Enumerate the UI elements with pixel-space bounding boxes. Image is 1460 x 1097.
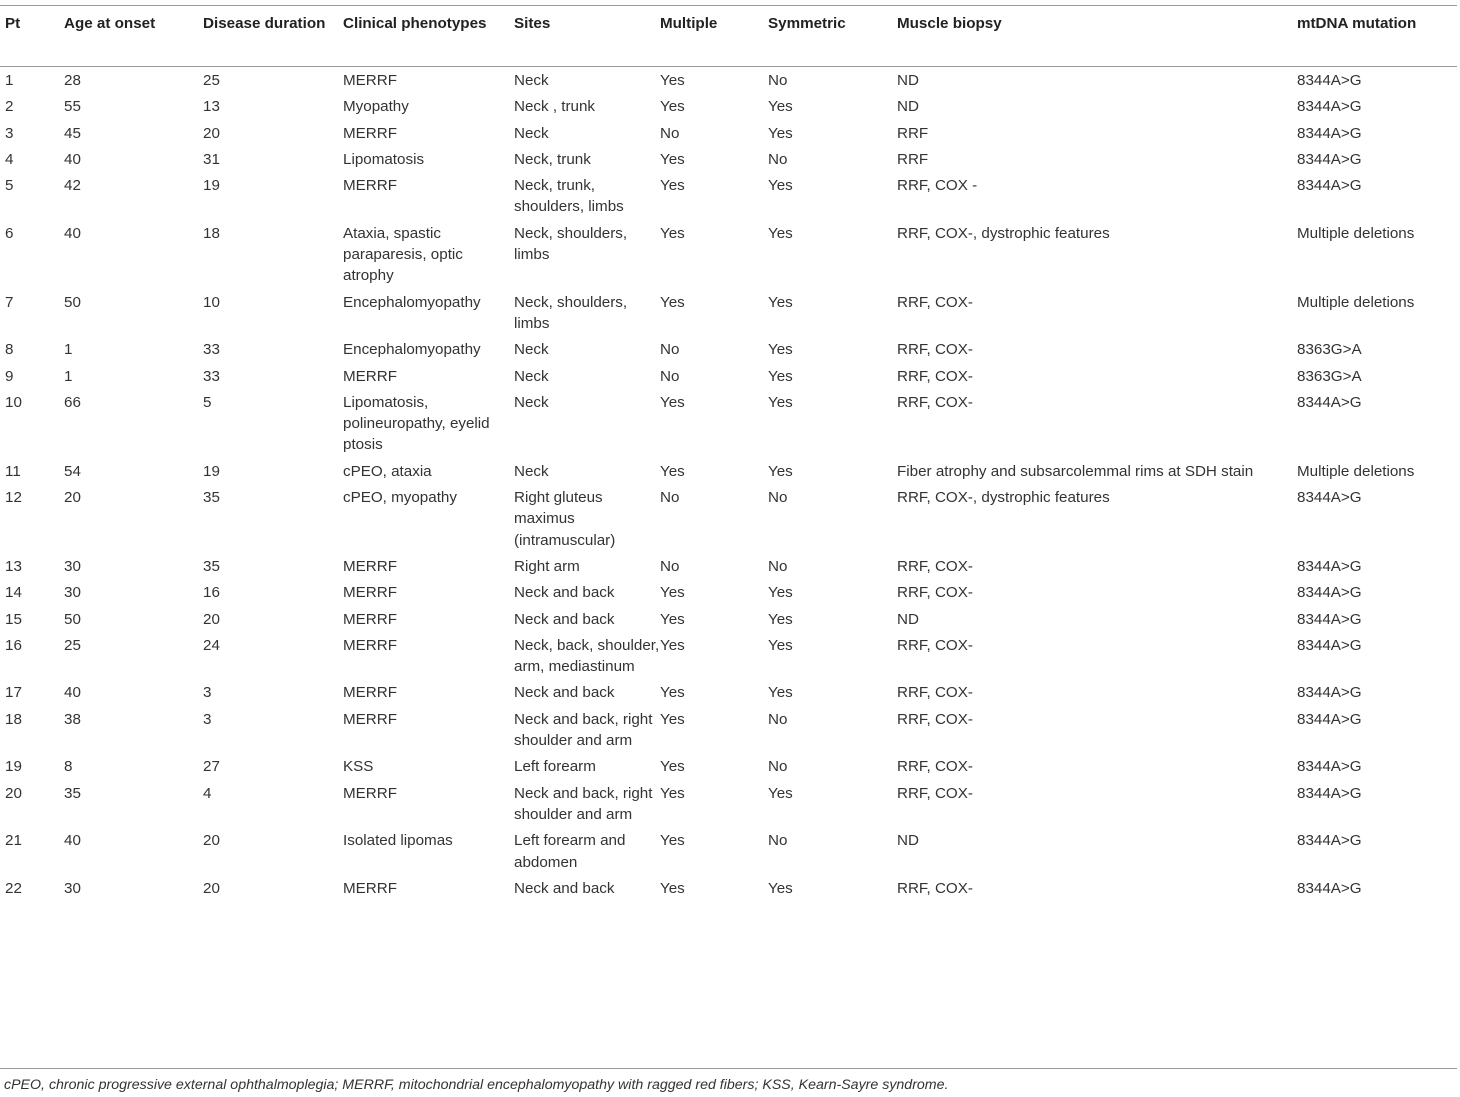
cell-mtdna-mutation: 8344A>G — [1297, 758, 1362, 776]
cell-symmetric: Yes — [768, 879, 793, 897]
cell-symmetric: Yes — [768, 610, 793, 628]
cell-disease-duration: 35 — [203, 489, 220, 507]
cell-age-at-onset: 28 — [64, 72, 81, 89]
table-row — [0, 223, 1457, 292]
patient-table — [0, 6, 1457, 904]
cell-multiple: Yes — [660, 610, 685, 628]
table-row — [0, 556, 1457, 582]
cell-age-at-onset: 1 — [64, 367, 73, 385]
cell-pt: 5 — [5, 177, 14, 195]
cell-sites: Neck, shoulders, limbs — [514, 293, 628, 332]
cell-clinical-phenotypes: Myopathy — [343, 98, 409, 116]
cell-sites: Neck, trunk — [514, 150, 591, 168]
cell-symmetric: Yes — [768, 224, 793, 242]
cell-multiple: Yes — [660, 462, 685, 480]
header-row — [0, 6, 1457, 59]
table-row — [0, 123, 1457, 149]
cell-age-at-onset: 66 — [64, 393, 81, 411]
cell-pt: 17 — [5, 684, 22, 702]
cell-age-at-onset: 25 — [64, 636, 81, 654]
cell-mtdna-mutation: 8344A>G — [1297, 879, 1362, 897]
cell-sites: Neck — [514, 72, 549, 89]
cell-disease-duration: 20 — [203, 879, 220, 897]
cell-symmetric: Yes — [768, 177, 793, 195]
table-header — [0, 6, 1457, 59]
cell-muscle-biopsy: RRF, COX- — [897, 758, 973, 776]
cell-clinical-phenotypes: MERRF — [343, 684, 397, 702]
cell-symmetric: Yes — [768, 684, 793, 702]
cell-disease-duration: 20 — [203, 832, 220, 850]
table-row — [0, 59, 1457, 96]
table-row — [0, 682, 1457, 708]
cell-clinical-phenotypes: KSS — [343, 758, 374, 776]
cell-sites: Neck , trunk — [514, 98, 596, 116]
header-symmetric: Symmetric — [768, 15, 846, 32]
cell-age-at-onset: 54 — [64, 462, 81, 480]
cell-mtdna-mutation: 8344A>G — [1297, 98, 1362, 116]
cell-mtdna-mutation: 8344A>G — [1297, 557, 1362, 575]
table-row — [0, 461, 1457, 487]
cell-disease-duration: 33 — [203, 367, 220, 385]
cell-symmetric: No — [768, 72, 788, 89]
cell-multiple: Yes — [660, 636, 685, 654]
cell-mtdna-mutation: Multiple deletions — [1297, 462, 1415, 480]
cell-age-at-onset: 35 — [64, 784, 81, 802]
cell-disease-duration: 4 — [203, 784, 212, 802]
cell-multiple: Yes — [660, 224, 685, 242]
cell-symmetric: No — [768, 758, 788, 776]
cell-muscle-biopsy: RRF, COX- — [897, 710, 973, 728]
cell-multiple: Yes — [660, 758, 685, 776]
header-age-at-onset: Age at onset — [64, 15, 156, 32]
cell-clinical-phenotypes: cPEO, ataxia — [343, 462, 432, 480]
cell-sites: Neck and back — [514, 684, 615, 702]
cell-sites: Left forearm — [514, 758, 596, 776]
cell-mtdna-mutation: 8344A>G — [1297, 684, 1362, 702]
cell-pt: 6 — [5, 224, 14, 242]
cell-muscle-biopsy: RRF — [897, 150, 929, 168]
cell-mtdna-mutation: 8344A>G — [1297, 784, 1362, 802]
cell-mtdna-mutation: 8344A>G — [1297, 832, 1362, 850]
cell-symmetric: Yes — [768, 367, 793, 385]
cell-multiple: No — [660, 489, 680, 507]
cell-muscle-biopsy: RRF, COX- — [897, 341, 973, 359]
table-row — [0, 709, 1457, 757]
cell-symmetric: No — [768, 557, 788, 575]
cell-clinical-phenotypes: cPEO, myopathy — [343, 489, 457, 507]
cell-symmetric: Yes — [768, 293, 793, 311]
cell-muscle-biopsy: RRF, COX- — [897, 367, 973, 385]
header-muscle-biopsy: Muscle biopsy — [897, 15, 1002, 32]
cell-sites: Neck and back, right shoulder and arm — [514, 710, 653, 750]
cell-clinical-phenotypes: MERRF — [343, 72, 397, 89]
cell-pt: 20 — [5, 784, 22, 802]
cell-sites: Neck — [514, 124, 549, 142]
cell-multiple: Yes — [660, 832, 685, 850]
cell-clinical-phenotypes: MERRF — [343, 124, 397, 142]
table-row — [0, 96, 1457, 122]
cell-multiple: Yes — [660, 584, 685, 602]
cell-sites: Neck and back, right shoulder and arm — [514, 784, 653, 823]
cell-muscle-biopsy: RRF, COX- — [897, 584, 973, 602]
cell-pt: 9 — [5, 367, 14, 385]
table-row — [0, 292, 1457, 340]
cell-multiple: Yes — [660, 150, 685, 168]
header-multiple: Multiple — [660, 15, 718, 32]
cell-age-at-onset: 50 — [64, 610, 81, 628]
cell-multiple: Yes — [660, 293, 685, 311]
table-row — [0, 783, 1457, 831]
cell-multiple: No — [660, 124, 680, 142]
cell-disease-duration: 35 — [203, 557, 220, 575]
cell-disease-duration: 3 — [203, 710, 212, 728]
cell-symmetric: Yes — [768, 462, 793, 480]
cell-muscle-biopsy: ND — [897, 72, 919, 89]
cell-disease-duration: 27 — [203, 758, 220, 776]
cell-age-at-onset: 45 — [64, 124, 81, 142]
cell-muscle-biopsy: RRF, COX- — [897, 557, 973, 575]
cell-clinical-phenotypes: MERRF — [343, 636, 397, 654]
bottom-rule — [0, 1068, 1457, 1069]
table-row — [0, 609, 1457, 635]
cell-pt: 7 — [5, 293, 14, 311]
cell-clinical-phenotypes: Encephalomyopathy — [343, 341, 481, 359]
cell-multiple: Yes — [660, 177, 685, 195]
table-row — [0, 635, 1457, 683]
cell-mtdna-mutation: 8344A>G — [1297, 72, 1362, 89]
cell-symmetric: Yes — [768, 124, 793, 142]
cell-multiple: Yes — [660, 98, 685, 116]
header-clinical-phenotypes: Clinical phenotypes — [343, 15, 487, 32]
cell-age-at-onset: 40 — [64, 684, 81, 702]
cell-multiple: Yes — [660, 393, 685, 411]
cell-multiple: Yes — [660, 879, 685, 897]
cell-mtdna-mutation: 8344A>G — [1297, 124, 1362, 142]
table-row — [0, 339, 1457, 365]
cell-mtdna-mutation: 8344A>G — [1297, 177, 1362, 195]
cell-muscle-biopsy: ND — [897, 832, 919, 850]
cell-muscle-biopsy: RRF, COX- — [897, 393, 973, 411]
cell-disease-duration: 19 — [203, 462, 220, 480]
cell-multiple: Yes — [660, 684, 685, 702]
table-row — [0, 878, 1457, 904]
table-row — [0, 582, 1457, 608]
cell-age-at-onset: 42 — [64, 177, 81, 195]
cell-disease-duration: 5 — [203, 393, 212, 411]
cell-sites: Neck and back — [514, 584, 615, 602]
table-footnote: cPEO, chronic progressive external ophthalmoplegia; MERRF, mitochondrial encephalomyopathy with ragged red fibers; KSS, Kearn-Sayre syndrome. — [4, 1077, 949, 1093]
header-pt: Pt — [5, 15, 21, 32]
cell-mtdna-mutation: 8363G>A — [1297, 367, 1362, 385]
cell-pt: 18 — [5, 710, 22, 728]
cell-mtdna-mutation: 8344A>G — [1297, 584, 1362, 602]
cell-disease-duration: 16 — [203, 584, 220, 602]
cell-clinical-phenotypes: MERRF — [343, 584, 397, 602]
cell-multiple: No — [660, 367, 680, 385]
cell-sites: Neck — [514, 462, 549, 480]
cell-pt: 10 — [5, 393, 22, 411]
table-row — [0, 175, 1457, 223]
header-disease-duration: Disease duration — [203, 15, 326, 32]
cell-multiple: No — [660, 557, 680, 575]
cell-pt: 12 — [5, 489, 22, 507]
cell-sites: Left forearm and abdomen — [514, 832, 626, 871]
cell-clinical-phenotypes: MERRF — [343, 610, 397, 628]
cell-muscle-biopsy: Fiber atrophy and subsarcolemmal rims at SDH stain — [897, 462, 1254, 480]
cell-pt: 4 — [5, 150, 14, 168]
cell-clinical-phenotypes: MERRF — [343, 367, 397, 385]
cell-disease-duration: 18 — [203, 224, 220, 242]
cell-clinical-phenotypes: MERRF — [343, 557, 397, 575]
cell-multiple: No — [660, 341, 680, 359]
cell-disease-duration: 31 — [203, 150, 220, 168]
cell-age-at-onset: 40 — [64, 224, 81, 242]
cell-age-at-onset: 40 — [64, 832, 81, 850]
cell-pt: 14 — [5, 584, 22, 602]
cell-disease-duration: 13 — [203, 98, 220, 116]
cell-mtdna-mutation: Multiple deletions — [1297, 293, 1415, 311]
cell-symmetric: Yes — [768, 636, 793, 654]
cell-symmetric: Yes — [768, 784, 793, 802]
cell-symmetric: No — [768, 832, 788, 850]
table-row — [0, 756, 1457, 782]
cell-pt: 8 — [5, 341, 14, 359]
header-mtdna-mutation: mtDNA mutation — [1297, 15, 1417, 32]
cell-age-at-onset: 50 — [64, 293, 81, 311]
cell-clinical-phenotypes: MERRF — [343, 177, 397, 195]
cell-symmetric: No — [768, 150, 788, 168]
table-row — [0, 392, 1457, 461]
cell-muscle-biopsy: ND — [897, 610, 919, 628]
cell-mtdna-mutation: 8344A>G — [1297, 610, 1362, 628]
cell-pt: 2 — [5, 98, 14, 116]
cell-muscle-biopsy: RRF, COX- — [897, 879, 973, 897]
cell-symmetric: Yes — [768, 341, 793, 359]
cell-muscle-biopsy: RRF, COX- — [897, 636, 973, 654]
cell-age-at-onset: 30 — [64, 557, 81, 575]
cell-disease-duration: 10 — [203, 293, 220, 311]
cell-mtdna-mutation: 8344A>G — [1297, 489, 1362, 507]
cell-symmetric: Yes — [768, 98, 793, 116]
cell-disease-duration: 25 — [203, 72, 220, 89]
cell-muscle-biopsy: RRF, COX-, dystrophic features — [897, 489, 1110, 507]
cell-muscle-biopsy: RRF, COX- — [897, 784, 973, 802]
table-row — [0, 366, 1457, 392]
cell-multiple: Yes — [660, 710, 685, 728]
cell-mtdna-mutation: 8344A>G — [1297, 710, 1362, 728]
cell-sites: Neck, back, shoulder, arm, mediastinum — [514, 636, 660, 676]
cell-mtdna-mutation: 8344A>G — [1297, 393, 1362, 411]
cell-mtdna-mutation: Multiple deletions — [1297, 224, 1415, 242]
cell-age-at-onset: 30 — [64, 879, 81, 897]
cell-pt: 13 — [5, 557, 22, 575]
cell-mtdna-mutation: 8344A>G — [1297, 636, 1362, 654]
cell-pt: 21 — [5, 832, 22, 850]
cell-disease-duration: 24 — [203, 636, 220, 654]
cell-disease-duration: 20 — [203, 610, 220, 628]
cell-sites: Neck — [514, 367, 549, 385]
cell-age-at-onset: 20 — [64, 489, 81, 507]
cell-pt: 3 — [5, 124, 14, 142]
cell-age-at-onset: 1 — [64, 341, 73, 359]
cell-sites: Neck and back — [514, 879, 615, 897]
table-body — [0, 59, 1457, 904]
cell-clinical-phenotypes: MERRF — [343, 710, 397, 728]
cell-disease-duration: 3 — [203, 684, 212, 702]
cell-sites: Right arm — [514, 557, 580, 575]
cell-sites: Neck — [514, 341, 549, 359]
cell-symmetric: Yes — [768, 393, 793, 411]
cell-mtdna-mutation: 8344A>G — [1297, 150, 1362, 168]
cell-symmetric: No — [768, 489, 788, 507]
header-sites: Sites — [514, 15, 551, 32]
cell-clinical-phenotypes: Encephalomyopathy — [343, 293, 481, 311]
cell-age-at-onset: 40 — [64, 150, 81, 168]
cell-mtdna-mutation: 8363G>A — [1297, 341, 1362, 359]
cell-pt: 19 — [5, 758, 22, 776]
table-row — [0, 149, 1457, 175]
table-row — [0, 487, 1457, 556]
cell-muscle-biopsy: RRF, COX-, dystrophic features — [897, 224, 1110, 242]
cell-pt: 22 — [5, 879, 22, 897]
cell-sites: Neck — [514, 393, 549, 411]
cell-pt: 1 — [5, 72, 14, 89]
cell-clinical-phenotypes: MERRF — [343, 879, 397, 897]
cell-muscle-biopsy: RRF, COX- — [897, 293, 973, 311]
cell-age-at-onset: 55 — [64, 98, 81, 116]
cell-sites: Neck and back — [514, 610, 615, 628]
cell-multiple: Yes — [660, 784, 685, 802]
cell-pt: 11 — [5, 462, 21, 480]
cell-muscle-biopsy: RRF, COX - — [897, 177, 978, 195]
cell-symmetric: Yes — [768, 584, 793, 602]
cell-age-at-onset: 38 — [64, 710, 81, 728]
cell-clinical-phenotypes: Isolated lipomas — [343, 832, 453, 850]
cell-multiple: Yes — [660, 72, 685, 89]
cell-clinical-phenotypes: Lipomatosis — [343, 150, 425, 168]
cell-muscle-biopsy: RRF, COX- — [897, 684, 973, 702]
cell-sites: Right gluteus maximus (intramuscular) — [514, 489, 616, 549]
cell-clinical-phenotypes: Lipomatosis, polineuropathy, eyelid ptosis — [343, 393, 490, 454]
cell-pt: 15 — [5, 610, 22, 628]
cell-disease-duration: 20 — [203, 124, 220, 142]
table-row — [0, 830, 1457, 878]
cell-age-at-onset: 30 — [64, 584, 81, 602]
cell-symmetric: No — [768, 710, 788, 728]
cell-muscle-biopsy: RRF — [897, 124, 929, 142]
cell-pt: 16 — [5, 636, 22, 654]
cell-sites: Neck, trunk, shoulders, limbs — [514, 177, 624, 216]
cell-sites: Neck, shoulders, limbs — [514, 224, 628, 264]
cell-age-at-onset: 8 — [64, 758, 73, 776]
cell-muscle-biopsy: ND — [897, 98, 919, 116]
cell-disease-duration: 19 — [203, 177, 220, 195]
cell-clinical-phenotypes: MERRF — [343, 784, 397, 802]
cell-clinical-phenotypes: Ataxia, spastic paraparesis, optic atrophy — [343, 224, 463, 285]
cell-disease-duration: 33 — [203, 341, 220, 359]
